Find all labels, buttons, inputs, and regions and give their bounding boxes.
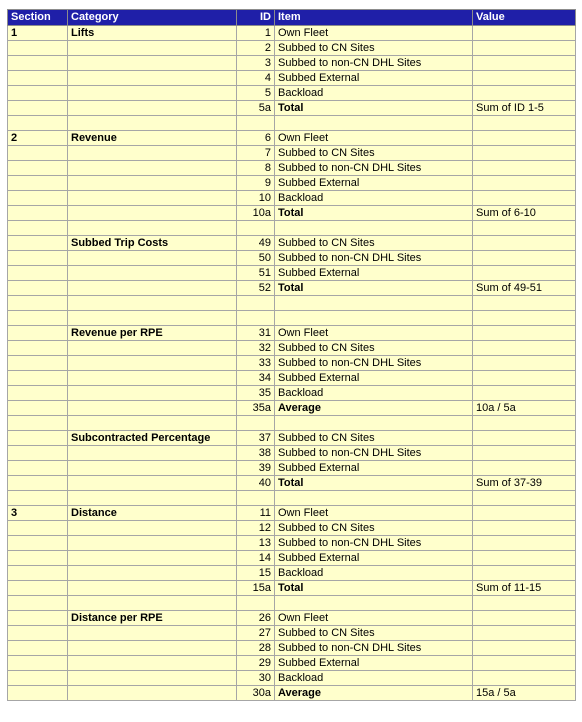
section-cell[interactable]: 3: [8, 506, 68, 521]
category-cell[interactable]: [68, 686, 237, 701]
value-cell[interactable]: [473, 521, 576, 536]
section-cell[interactable]: [8, 371, 68, 386]
id-cell[interactable]: 1: [237, 26, 275, 41]
id-cell[interactable]: 13: [237, 536, 275, 551]
category-cell[interactable]: [68, 266, 237, 281]
id-cell[interactable]: 35: [237, 386, 275, 401]
id-cell[interactable]: 5a: [237, 101, 275, 116]
category-cell[interactable]: [68, 446, 237, 461]
item-cell[interactable]: Backload: [275, 386, 473, 401]
item-cell[interactable]: Subbed to non-CN DHL Sites: [275, 536, 473, 551]
section-cell[interactable]: [8, 311, 68, 326]
category-cell[interactable]: [68, 551, 237, 566]
item-cell[interactable]: [275, 296, 473, 311]
value-cell[interactable]: [473, 341, 576, 356]
id-cell[interactable]: 7: [237, 146, 275, 161]
table-row: [8, 626, 576, 641]
header-id[interactable]: ID: [237, 10, 275, 26]
value-cell[interactable]: [473, 161, 576, 176]
id-cell[interactable]: 35a: [237, 401, 275, 416]
table-row: [8, 446, 576, 461]
id-cell[interactable]: [237, 296, 275, 311]
item-cell[interactable]: Subbed External: [275, 176, 473, 191]
item-cell[interactable]: Subbed to non-CN DHL Sites: [275, 251, 473, 266]
id-cell[interactable]: [237, 221, 275, 236]
table-row: [8, 536, 576, 551]
table-row: [8, 266, 576, 281]
section-cell[interactable]: [8, 56, 68, 71]
value-cell[interactable]: [473, 221, 576, 236]
value-cell[interactable]: [473, 356, 576, 371]
section-cell[interactable]: [8, 146, 68, 161]
section-cell[interactable]: [8, 86, 68, 101]
value-cell[interactable]: [473, 116, 576, 131]
value-cell[interactable]: [473, 251, 576, 266]
category-cell[interactable]: [68, 536, 237, 551]
section-cell[interactable]: 1: [8, 26, 68, 41]
item-cell[interactable]: Total: [275, 281, 473, 296]
section-cell[interactable]: [8, 566, 68, 581]
category-cell[interactable]: [68, 311, 237, 326]
table-row: [8, 431, 576, 446]
id-cell[interactable]: 30: [237, 671, 275, 686]
category-cell[interactable]: Distance: [68, 506, 237, 521]
section-cell[interactable]: [8, 296, 68, 311]
value-cell[interactable]: 10a / 5a: [473, 401, 576, 416]
category-cell[interactable]: [68, 206, 237, 221]
table-row: [8, 71, 576, 86]
value-cell[interactable]: [473, 671, 576, 686]
table-row: [8, 476, 576, 491]
value-cell[interactable]: [473, 71, 576, 86]
id-cell[interactable]: 33: [237, 356, 275, 371]
value-cell[interactable]: [473, 131, 576, 146]
table-row: [8, 506, 576, 521]
id-cell[interactable]: 39: [237, 461, 275, 476]
item-cell[interactable]: [275, 491, 473, 506]
table-row: [8, 56, 576, 71]
table-row: [8, 461, 576, 476]
item-cell[interactable]: [275, 416, 473, 431]
id-cell[interactable]: 51: [237, 266, 275, 281]
category-cell[interactable]: [68, 641, 237, 656]
category-cell[interactable]: [68, 461, 237, 476]
value-cell[interactable]: [473, 551, 576, 566]
item-cell[interactable]: [275, 116, 473, 131]
table-row: [8, 281, 576, 296]
table-row: [8, 236, 576, 251]
table-row: [8, 356, 576, 371]
value-cell[interactable]: Sum of 6-10: [473, 206, 576, 221]
item-cell[interactable]: Subbed to CN Sites: [275, 521, 473, 536]
id-cell[interactable]: [237, 491, 275, 506]
table-row: [8, 341, 576, 356]
header-value[interactable]: Value: [473, 10, 576, 26]
item-cell[interactable]: Subbed to non-CN DHL Sites: [275, 641, 473, 656]
table-row: [8, 326, 576, 341]
item-cell[interactable]: Own Fleet: [275, 611, 473, 626]
id-cell[interactable]: 52: [237, 281, 275, 296]
id-cell[interactable]: 10a: [237, 206, 275, 221]
id-cell[interactable]: 26: [237, 611, 275, 626]
category-cell[interactable]: [68, 101, 237, 116]
value-cell[interactable]: [473, 236, 576, 251]
header-row: [8, 10, 576, 26]
section-cell[interactable]: [8, 356, 68, 371]
id-cell[interactable]: 6: [237, 131, 275, 146]
header-category[interactable]: Category: [68, 10, 237, 26]
section-cell[interactable]: [8, 626, 68, 641]
category-cell[interactable]: [68, 401, 237, 416]
table-row: [8, 26, 576, 41]
id-cell[interactable]: 4: [237, 71, 275, 86]
section-cell[interactable]: [8, 416, 68, 431]
value-cell[interactable]: Sum of 37-39: [473, 476, 576, 491]
category-cell[interactable]: [68, 656, 237, 671]
category-cell[interactable]: Revenue per RPE: [68, 326, 237, 341]
section-cell[interactable]: [8, 641, 68, 656]
table-row: [8, 41, 576, 56]
section-cell[interactable]: [8, 341, 68, 356]
section-cell[interactable]: [8, 551, 68, 566]
table-row: [8, 191, 576, 206]
section-cell[interactable]: [8, 236, 68, 251]
value-cell[interactable]: [473, 326, 576, 341]
category-cell[interactable]: [68, 671, 237, 686]
item-cell[interactable]: Subbed to CN Sites: [275, 341, 473, 356]
item-cell[interactable]: Subbed External: [275, 71, 473, 86]
section-cell[interactable]: [8, 476, 68, 491]
section-cell[interactable]: [8, 71, 68, 86]
table-body: [8, 26, 576, 701]
value-cell[interactable]: [473, 641, 576, 656]
category-cell[interactable]: [68, 221, 237, 236]
value-cell[interactable]: [473, 386, 576, 401]
item-cell[interactable]: Subbed External: [275, 371, 473, 386]
item-cell[interactable]: [275, 311, 473, 326]
table-row: [8, 641, 576, 656]
section-cell[interactable]: [8, 281, 68, 296]
item-cell[interactable]: Subbed to non-CN DHL Sites: [275, 356, 473, 371]
value-cell[interactable]: [473, 656, 576, 671]
item-cell[interactable]: Backload: [275, 566, 473, 581]
value-cell[interactable]: Sum of 11-15: [473, 581, 576, 596]
item-cell[interactable]: Own Fleet: [275, 506, 473, 521]
category-cell[interactable]: [68, 86, 237, 101]
table-row: [8, 161, 576, 176]
id-cell[interactable]: 15a: [237, 581, 275, 596]
section-cell[interactable]: [8, 491, 68, 506]
category-cell[interactable]: [68, 116, 237, 131]
value-cell[interactable]: [473, 41, 576, 56]
category-cell[interactable]: [68, 371, 237, 386]
category-cell[interactable]: [68, 146, 237, 161]
spreadsheet: [7, 9, 576, 701]
item-cell[interactable]: [275, 596, 473, 611]
item-cell[interactable]: Subbed to CN Sites: [275, 41, 473, 56]
table-row: [8, 146, 576, 161]
section-cell[interactable]: [8, 656, 68, 671]
id-cell[interactable]: 29: [237, 656, 275, 671]
category-cell[interactable]: [68, 491, 237, 506]
item-cell[interactable]: Total: [275, 101, 473, 116]
section-cell[interactable]: [8, 446, 68, 461]
item-cell[interactable]: Subbed External: [275, 656, 473, 671]
section-cell[interactable]: [8, 671, 68, 686]
table-row: [8, 101, 576, 116]
category-cell[interactable]: [68, 581, 237, 596]
section-cell[interactable]: [8, 581, 68, 596]
category-cell[interactable]: [68, 296, 237, 311]
item-cell[interactable]: Subbed External: [275, 266, 473, 281]
section-cell[interactable]: [8, 536, 68, 551]
section-cell[interactable]: [8, 461, 68, 476]
id-cell[interactable]: 27: [237, 626, 275, 641]
section-cell[interactable]: [8, 221, 68, 236]
item-cell[interactable]: Subbed to non-CN DHL Sites: [275, 56, 473, 71]
section-cell[interactable]: [8, 431, 68, 446]
item-cell[interactable]: Total: [275, 581, 473, 596]
id-cell[interactable]: 9: [237, 176, 275, 191]
table-row: [8, 611, 576, 626]
id-cell[interactable]: 38: [237, 446, 275, 461]
table-row: [8, 176, 576, 191]
category-cell[interactable]: Subcontracted Percentage: [68, 431, 237, 446]
item-cell[interactable]: Own Fleet: [275, 326, 473, 341]
item-cell[interactable]: Subbed to CN Sites: [275, 626, 473, 641]
id-cell[interactable]: 14: [237, 551, 275, 566]
category-cell[interactable]: [68, 176, 237, 191]
value-cell[interactable]: Sum of ID 1-5: [473, 101, 576, 116]
value-cell[interactable]: [473, 191, 576, 206]
table-row: [8, 371, 576, 386]
item-cell[interactable]: Backload: [275, 86, 473, 101]
id-cell[interactable]: 37: [237, 431, 275, 446]
section-cell[interactable]: 2: [8, 131, 68, 146]
table-row: [8, 566, 576, 581]
table-row: [8, 311, 576, 326]
section-cell[interactable]: [8, 521, 68, 536]
section-cell[interactable]: [8, 191, 68, 206]
section-cell[interactable]: [8, 386, 68, 401]
table-row: [8, 206, 576, 221]
table-row: [8, 401, 576, 416]
section-cell[interactable]: [8, 101, 68, 116]
id-cell[interactable]: 50: [237, 251, 275, 266]
category-cell[interactable]: [68, 41, 237, 56]
category-cell[interactable]: [68, 626, 237, 641]
value-cell[interactable]: [473, 536, 576, 551]
id-cell[interactable]: 28: [237, 641, 275, 656]
category-cell[interactable]: [68, 281, 237, 296]
value-cell[interactable]: [473, 176, 576, 191]
value-cell[interactable]: 15a / 5a: [473, 686, 576, 701]
category-cell[interactable]: [68, 386, 237, 401]
item-cell[interactable]: Backload: [275, 671, 473, 686]
value-cell[interactable]: [473, 266, 576, 281]
id-cell[interactable]: 3: [237, 56, 275, 71]
table-row: [8, 296, 576, 311]
category-cell[interactable]: [68, 596, 237, 611]
value-cell[interactable]: [473, 461, 576, 476]
category-cell[interactable]: [68, 341, 237, 356]
category-cell[interactable]: [68, 566, 237, 581]
category-cell[interactable]: [68, 161, 237, 176]
category-cell[interactable]: [68, 416, 237, 431]
category-cell[interactable]: [68, 56, 237, 71]
category-cell[interactable]: [68, 476, 237, 491]
id-cell[interactable]: 30a: [237, 686, 275, 701]
value-cell[interactable]: [473, 506, 576, 521]
category-cell[interactable]: [68, 521, 237, 536]
value-cell[interactable]: [473, 56, 576, 71]
section-cell[interactable]: [8, 686, 68, 701]
item-cell[interactable]: [275, 221, 473, 236]
section-cell[interactable]: [8, 611, 68, 626]
item-cell[interactable]: Subbed to non-CN DHL Sites: [275, 446, 473, 461]
data-table: [7, 9, 576, 701]
section-cell[interactable]: [8, 116, 68, 131]
table-row: [8, 581, 576, 596]
category-cell[interactable]: Revenue: [68, 131, 237, 146]
item-cell[interactable]: Subbed External: [275, 551, 473, 566]
section-cell[interactable]: [8, 596, 68, 611]
id-cell[interactable]: 31: [237, 326, 275, 341]
value-cell[interactable]: [473, 491, 576, 506]
table-row: [8, 251, 576, 266]
header-item[interactable]: Item: [275, 10, 473, 26]
id-cell[interactable]: 32: [237, 341, 275, 356]
item-cell[interactable]: Subbed to CN Sites: [275, 236, 473, 251]
id-cell[interactable]: [237, 116, 275, 131]
id-cell[interactable]: 10: [237, 191, 275, 206]
table-row: [8, 521, 576, 536]
section-cell[interactable]: [8, 326, 68, 341]
id-cell[interactable]: 11: [237, 506, 275, 521]
id-cell[interactable]: 12: [237, 521, 275, 536]
item-cell[interactable]: Own Fleet: [275, 26, 473, 41]
table-row: [8, 671, 576, 686]
value-cell[interactable]: [473, 146, 576, 161]
item-cell[interactable]: Total: [275, 206, 473, 221]
value-cell[interactable]: [473, 431, 576, 446]
header-section[interactable]: Section: [8, 10, 68, 26]
id-cell[interactable]: 40: [237, 476, 275, 491]
table-row: [8, 131, 576, 146]
table-row: [8, 416, 576, 431]
item-cell[interactable]: Backload: [275, 191, 473, 206]
value-cell[interactable]: [473, 566, 576, 581]
table-row: [8, 551, 576, 566]
item-cell[interactable]: Average: [275, 686, 473, 701]
table-row: [8, 596, 576, 611]
value-cell[interactable]: [473, 596, 576, 611]
id-cell[interactable]: 8: [237, 161, 275, 176]
value-cell[interactable]: [473, 86, 576, 101]
id-cell[interactable]: 5: [237, 86, 275, 101]
category-cell[interactable]: [68, 191, 237, 206]
item-cell[interactable]: Subbed to non-CN DHL Sites: [275, 161, 473, 176]
value-cell[interactable]: Sum of 49-51: [473, 281, 576, 296]
item-cell[interactable]: Subbed External: [275, 461, 473, 476]
section-cell[interactable]: [8, 266, 68, 281]
item-cell[interactable]: Total: [275, 476, 473, 491]
category-cell[interactable]: [68, 356, 237, 371]
category-cell[interactable]: [68, 71, 237, 86]
id-cell[interactable]: [237, 311, 275, 326]
item-cell[interactable]: Own Fleet: [275, 131, 473, 146]
value-cell[interactable]: [473, 626, 576, 641]
item-cell[interactable]: Average: [275, 401, 473, 416]
section-cell[interactable]: [8, 401, 68, 416]
id-cell[interactable]: 2: [237, 41, 275, 56]
section-cell[interactable]: [8, 176, 68, 191]
section-cell[interactable]: [8, 161, 68, 176]
value-cell[interactable]: [473, 26, 576, 41]
id-cell[interactable]: [237, 416, 275, 431]
value-cell[interactable]: [473, 296, 576, 311]
table-row: [8, 491, 576, 506]
section-cell[interactable]: [8, 206, 68, 221]
value-cell[interactable]: [473, 611, 576, 626]
id-cell[interactable]: [237, 596, 275, 611]
table-row: [8, 686, 576, 701]
item-cell[interactable]: Subbed to CN Sites: [275, 431, 473, 446]
category-cell[interactable]: Distance per RPE: [68, 611, 237, 626]
category-cell[interactable]: Lifts: [68, 26, 237, 41]
category-cell[interactable]: [68, 251, 237, 266]
value-cell[interactable]: [473, 371, 576, 386]
table-row: [8, 116, 576, 131]
category-cell[interactable]: Subbed Trip Costs: [68, 236, 237, 251]
table-row: [8, 86, 576, 101]
id-cell[interactable]: 49: [237, 236, 275, 251]
table-row: [8, 656, 576, 671]
value-cell[interactable]: [473, 311, 576, 326]
section-cell[interactable]: [8, 41, 68, 56]
table-row: [8, 221, 576, 236]
section-cell[interactable]: [8, 251, 68, 266]
id-cell[interactable]: 34: [237, 371, 275, 386]
value-cell[interactable]: [473, 446, 576, 461]
item-cell[interactable]: Subbed to CN Sites: [275, 146, 473, 161]
id-cell[interactable]: 15: [237, 566, 275, 581]
value-cell[interactable]: [473, 416, 576, 431]
table-row: [8, 386, 576, 401]
